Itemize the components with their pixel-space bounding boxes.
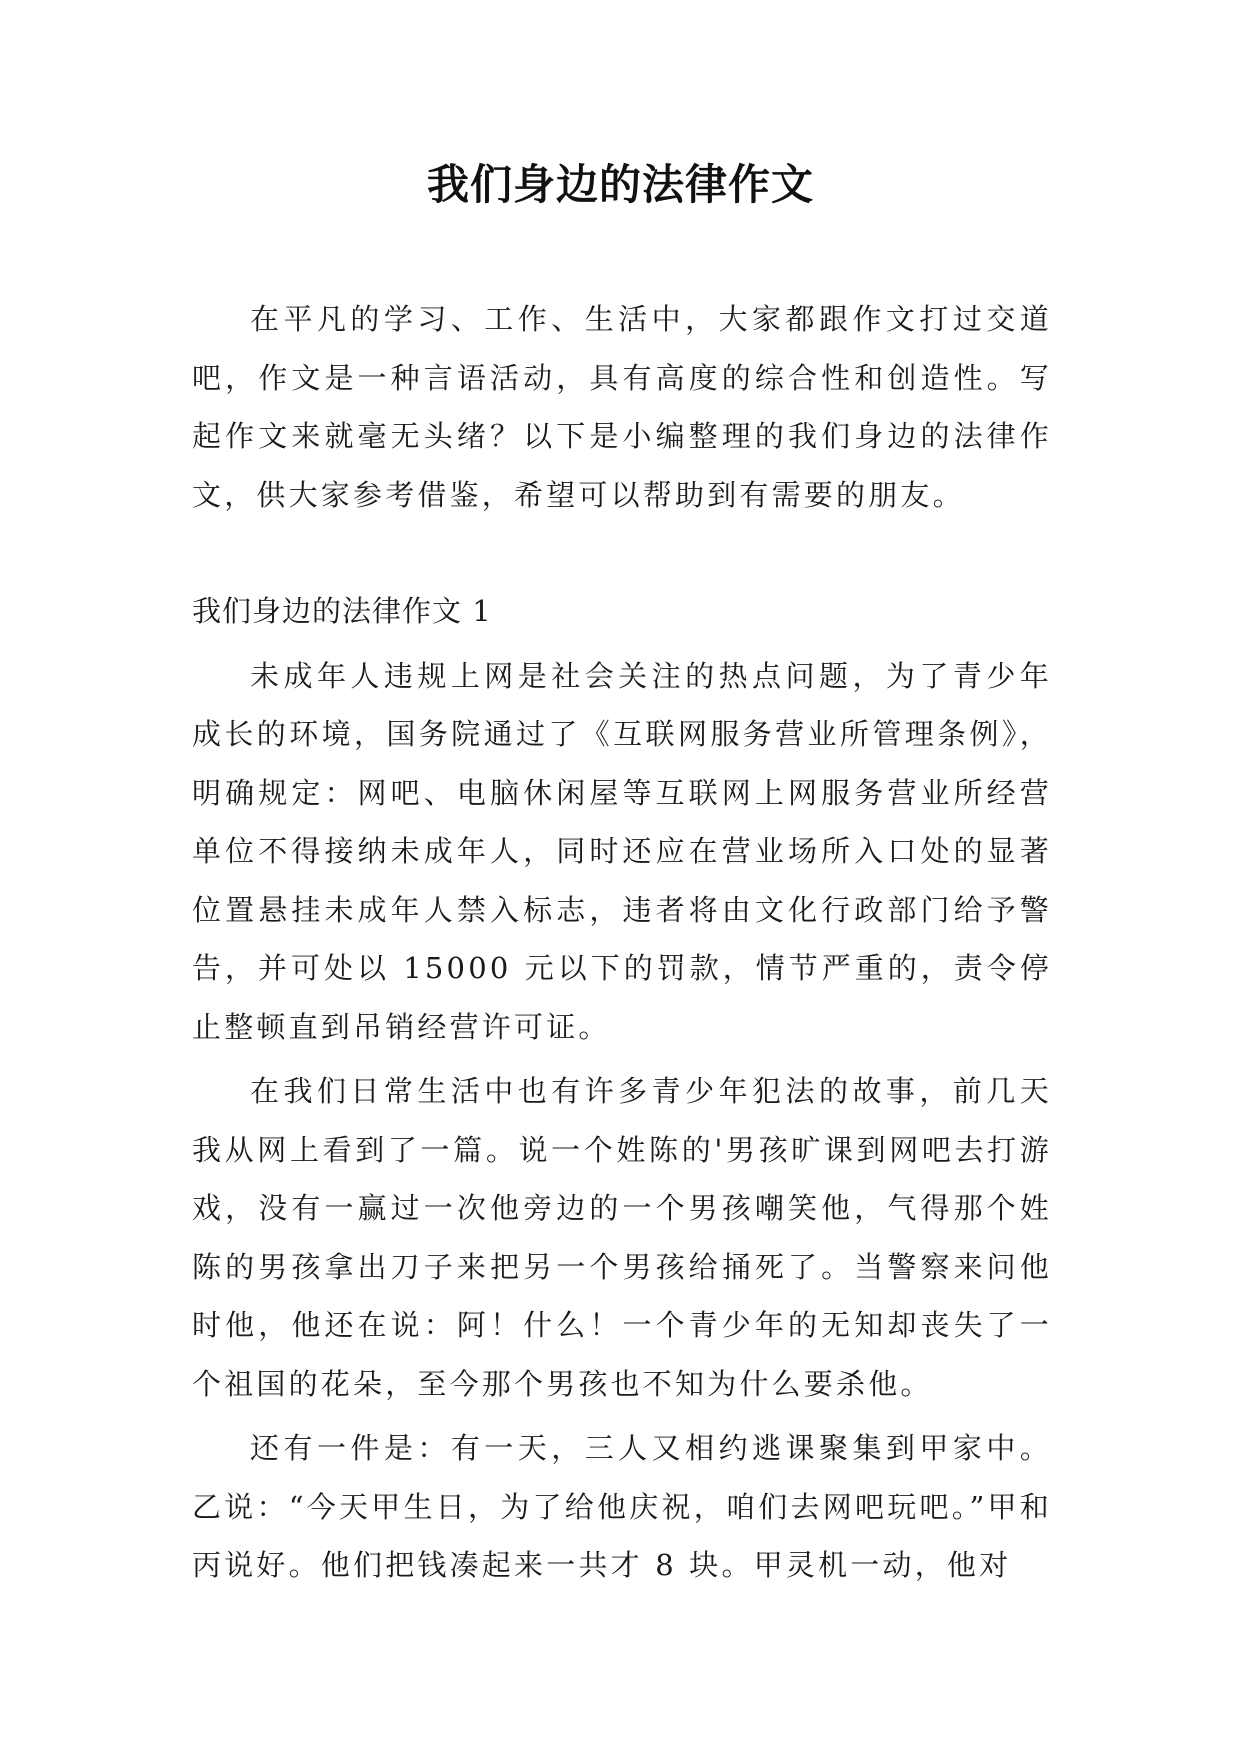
body-paragraph: 未成年人违规上网是社会关注的热点问题，为了青少年成长的环境，国务院通过了《互联网服务营业所管理条例》，明确规定：网吧、电脑休闲屋等互联网上网服务营业所经营单位不得接纳未成年人，同时还应在营业场所入口处的显著位置悬挂未成年人禁入标志，违者将由文化行政部门给予警告，并可处以 15000 元以下的罚款，情节严重的，责令停止整顿直到吊销经营许可证。: [192, 658, 1052, 1044]
body-paragraph: 在我们日常生活中也有许多青少年犯法的故事，前几天我从网上看到了一篇。说一个姓陈的'男孩旷课到网吧去打游戏，没有一赢过一次他旁边的一个男孩嘲笑他，气得那个姓陈的男孩拿出刀子来把另一个男孩给捅死了。当警察来问他时他，他还在说：阿！什么！一个青少年的无知却丧失了一个祖国的花朵，至今那个男孩也不知为什么要杀他。: [192, 1074, 1052, 1401]
body-paragraph: 还有一件是：有一天，三人又相约逃课聚集到甲家中。乙说：“今天甲生日，为了给他庆祝，咱们去网吧玩吧。”甲和丙说好。他们把钱凑起来一共才 8 块。甲灵机一动，他对: [192, 1431, 1052, 1582]
section-heading: 我们身边的法律作文 1: [192, 594, 492, 628]
intro-paragraph: 在平凡的学习、工作、生活中，大家都跟作文打过交道吧，作文是一种言语活动，具有高度的综合性和创造性。写起作文来就毫无头绪？以下是小编整理的我们身边的法律作文，供大家参考借鉴，希望可以帮助到有需要的朋友。: [192, 302, 1052, 512]
document-body: [192, 290, 1052, 1601]
page-title: 我们身边的法律作文: [426, 160, 814, 209]
